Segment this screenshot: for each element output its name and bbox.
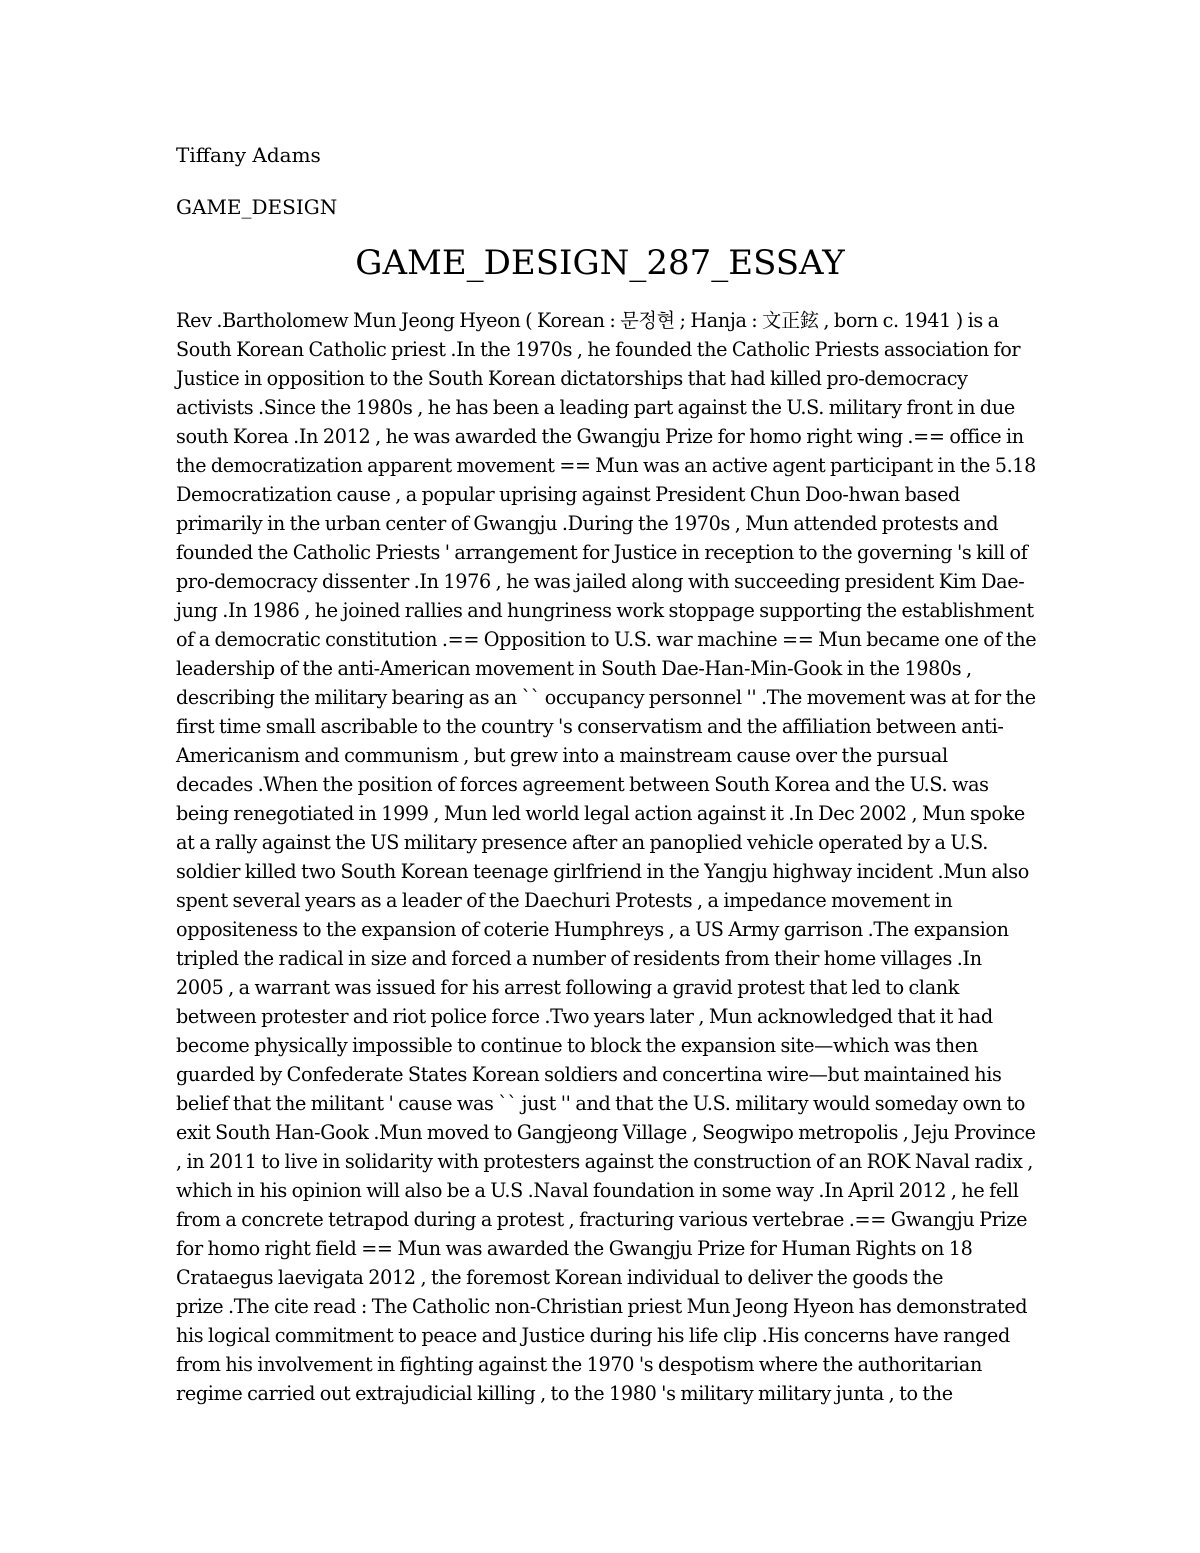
body-line: at a rally against the US military presence after an panoplied vehicle operated by a U.S.: [176, 831, 988, 854]
body-line: between protester and riot police force .Two years later , Mun acknowledged that it had: [176, 1005, 993, 1028]
body-line: pro-democracy dissenter .In 1976 , he was jailed along with succeeding president Kim Dae-: [176, 570, 1025, 593]
body-line: become physically impossible to continue to block the expansion site—which was then: [176, 1034, 978, 1057]
body-line: regime carried out extrajudicial killing , to the 1980 's military military junta , to the: [176, 1382, 953, 1405]
body-line: , in 2011 to live in solidarity with protesters against the construction of an ROK Naval radix ,: [176, 1150, 1034, 1173]
body-line: jung .In 1986 , he joined rallies and hungriness work stoppage supporting the establishment: [176, 599, 1034, 622]
body-line: exit South Han-Gook .Mun moved to Gangjeong Village , Seogwipo metropolis , Jeju Province: [176, 1121, 1036, 1144]
body-line: decades .When the position of forces agreement between South Korea and the U.S. was: [176, 773, 989, 796]
body-line: 2005 , a warrant was issued for his arrest following a gravid protest that led to clank: [176, 976, 960, 999]
body-line: Americanism and communism , but grew into a mainstream cause over the pursual: [176, 744, 948, 767]
body-line: Crataegus laevigata 2012 , the foremost Korean individual to deliver the goods the: [176, 1266, 944, 1289]
body-line: tripled the radical in size and forced a number of residents from their home villages .In: [176, 947, 982, 970]
body-line: spent several years as a leader of the Daechuri Protests , a impedance movement in: [176, 889, 953, 912]
body-line: Rev .Bartholomew Mun Jeong Hyeon ( Korean : 문정현 ; Hanja : 文正鉉 , born c. 1941 ) is a: [176, 309, 999, 332]
body-line: first time small ascribable to the country 's conservatism and the affiliation between anti-: [176, 715, 1004, 738]
course-name: GAME_DESIGN: [176, 195, 338, 219]
body-line: from his involvement in fighting against the 1970 's despotism where the authoritarian: [176, 1353, 983, 1376]
essay-body: [176, 306, 1036, 1408]
body-line: activists .Since the 1980s , he has been a leading part against the U.S. military front in due: [176, 396, 1015, 419]
body-line: his logical commitment to peace and Justice during his life clip .His concerns have ranged: [176, 1324, 1010, 1347]
body-line: South Korean Catholic priest .In the 1970s , he founded the Catholic Priests association for: [176, 338, 1021, 361]
body-line: oppositeness to the expansion of coterie Humphreys , a US Army garrison .The expansion: [176, 918, 1009, 941]
body-line: which in his opinion will also be a U.S .Naval foundation in some way .In April 2012 , he fell: [176, 1179, 1019, 1202]
body-line: describing the military bearing as an `` occupancy personnel '' .The movement was at for the: [176, 686, 1036, 709]
body-line: belief that the militant ' cause was `` just '' and that the U.S. military would someday own to: [176, 1092, 1026, 1115]
body-line: the democratization apparent movement == Mun was an active agent participant in the 5.18: [176, 454, 1036, 477]
body-line: of a democratic constitution .== Opposition to U.S. war machine == Mun became one of the: [176, 628, 1037, 651]
body-line: for homo right field == Mun was awarded the Gwangju Prize for Human Rights on 18: [176, 1237, 973, 1260]
body-line: being renegotiated in 1999 , Mun led world legal action against it .In Dec 2002 , Mun spoke: [176, 802, 1025, 825]
essay-title: GAME_DESIGN_287_ESSAY: [355, 243, 845, 283]
body-line: Democratization cause , a popular uprising against President Chun Doo-hwan based: [176, 483, 960, 506]
author-name: Tiffany Adams: [176, 143, 321, 167]
body-line: Justice in opposition to the South Korean dictatorships that had killed pro-democracy: [176, 367, 968, 390]
body-line: founded the Catholic Priests ' arrangement for Justice in reception to the governing 's kill of: [176, 541, 1028, 564]
body-line: leadership of the anti-American movement in South Dae-Han-Min-Gook in the 1980s ,: [176, 657, 972, 680]
body-line: south Korea .In 2012 , he was awarded the Gwangju Prize for homo right wing .== office in: [176, 425, 1024, 448]
body-line: prize .The cite read : The Catholic non-Christian priest Mun Jeong Hyeon has demonstrated: [176, 1295, 1028, 1318]
body-line: primarily in the urban center of Gwangju .During the 1970s , Mun attended protests and: [176, 512, 999, 535]
body-line: guarded by Confederate States Korean soldiers and concertina wire—but maintained his: [176, 1063, 1002, 1086]
body-line: soldier killed two South Korean teenage girlfriend in the Yangju highway incident .Mun also: [176, 860, 1029, 883]
body-line: from a concrete tetrapod during a protest , fracturing various vertebrae .== Gwangju Prize: [176, 1208, 1028, 1231]
